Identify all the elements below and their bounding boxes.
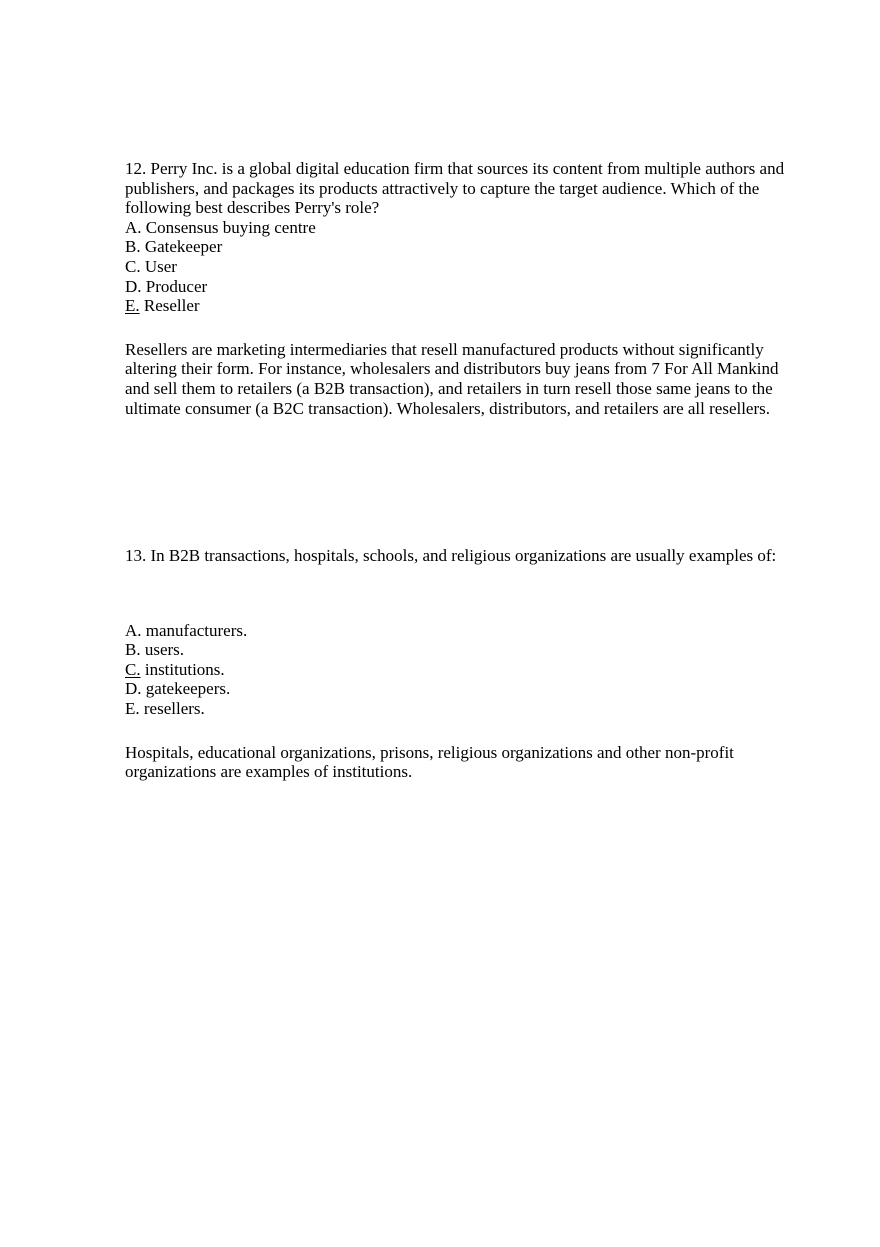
question-number: 12. <box>125 159 147 178</box>
option-e-correct <box>125 296 785 316</box>
option-b <box>125 237 785 257</box>
answer-options <box>125 621 785 719</box>
option-letter: C. <box>125 256 141 276</box>
option-letter: D. <box>125 276 142 296</box>
option-text: resellers. <box>143 698 205 718</box>
option-letter: E. <box>125 698 140 718</box>
correct-option-letter: C. <box>125 659 141 679</box>
question-text: Perry Inc. is a global digital education firm that sources its content from multiple authors and publishers, and packages its products attractively to capture the target audience. Which of the following best describes Perry's role? <box>125 159 785 218</box>
question-13 <box>125 546 785 782</box>
question-stem <box>125 546 785 566</box>
option-text: Producer <box>145 276 208 296</box>
option-letter: B. <box>125 237 141 257</box>
option-b <box>125 640 785 660</box>
option-c-correct <box>125 660 785 680</box>
option-text: users. <box>144 640 185 660</box>
option-d <box>125 277 785 297</box>
question-number: 13. <box>125 546 147 565</box>
option-text: Consensus buying centre <box>145 217 316 237</box>
option-text: User <box>144 256 177 276</box>
question-12 <box>125 159 785 418</box>
option-letter: D. <box>125 679 142 699</box>
option-d <box>125 679 785 699</box>
option-text: gatekeepers. <box>145 679 231 699</box>
option-text: institutions. <box>144 659 225 679</box>
answer-explanation: Resellers are marketing intermediaries that resell manufactured products without significantly altering their form. For instance, wholesalers and distributors buy jeans from 7 For All Mankind and sell them to retailers (a B2B transaction), and retailers in turn resell those same jeans to the ultimate consumer (a B2C transaction). Wholesalers, distributors, and retailers are all resellers. <box>125 339 779 418</box>
question-text: In B2B transactions, hospitals, schools, and religious organizations are usually examples of: <box>150 546 777 565</box>
option-text: manufacturers. <box>145 620 248 640</box>
option-text: Gatekeeper <box>144 237 223 257</box>
option-letter: A. <box>125 620 142 640</box>
option-text: Reseller <box>143 296 200 316</box>
question-stem <box>125 159 785 218</box>
option-a <box>125 621 785 641</box>
option-a <box>125 218 785 238</box>
option-e <box>125 699 785 719</box>
correct-option-letter: E. <box>125 296 140 316</box>
option-letter: A. <box>125 217 142 237</box>
answer-options <box>125 218 785 316</box>
option-c <box>125 257 785 277</box>
option-letter: B. <box>125 640 141 660</box>
answer-explanation: Hospitals, educational organizations, prisons, religious organizations and other non-profit organizations are examples of institutions. <box>125 742 734 782</box>
